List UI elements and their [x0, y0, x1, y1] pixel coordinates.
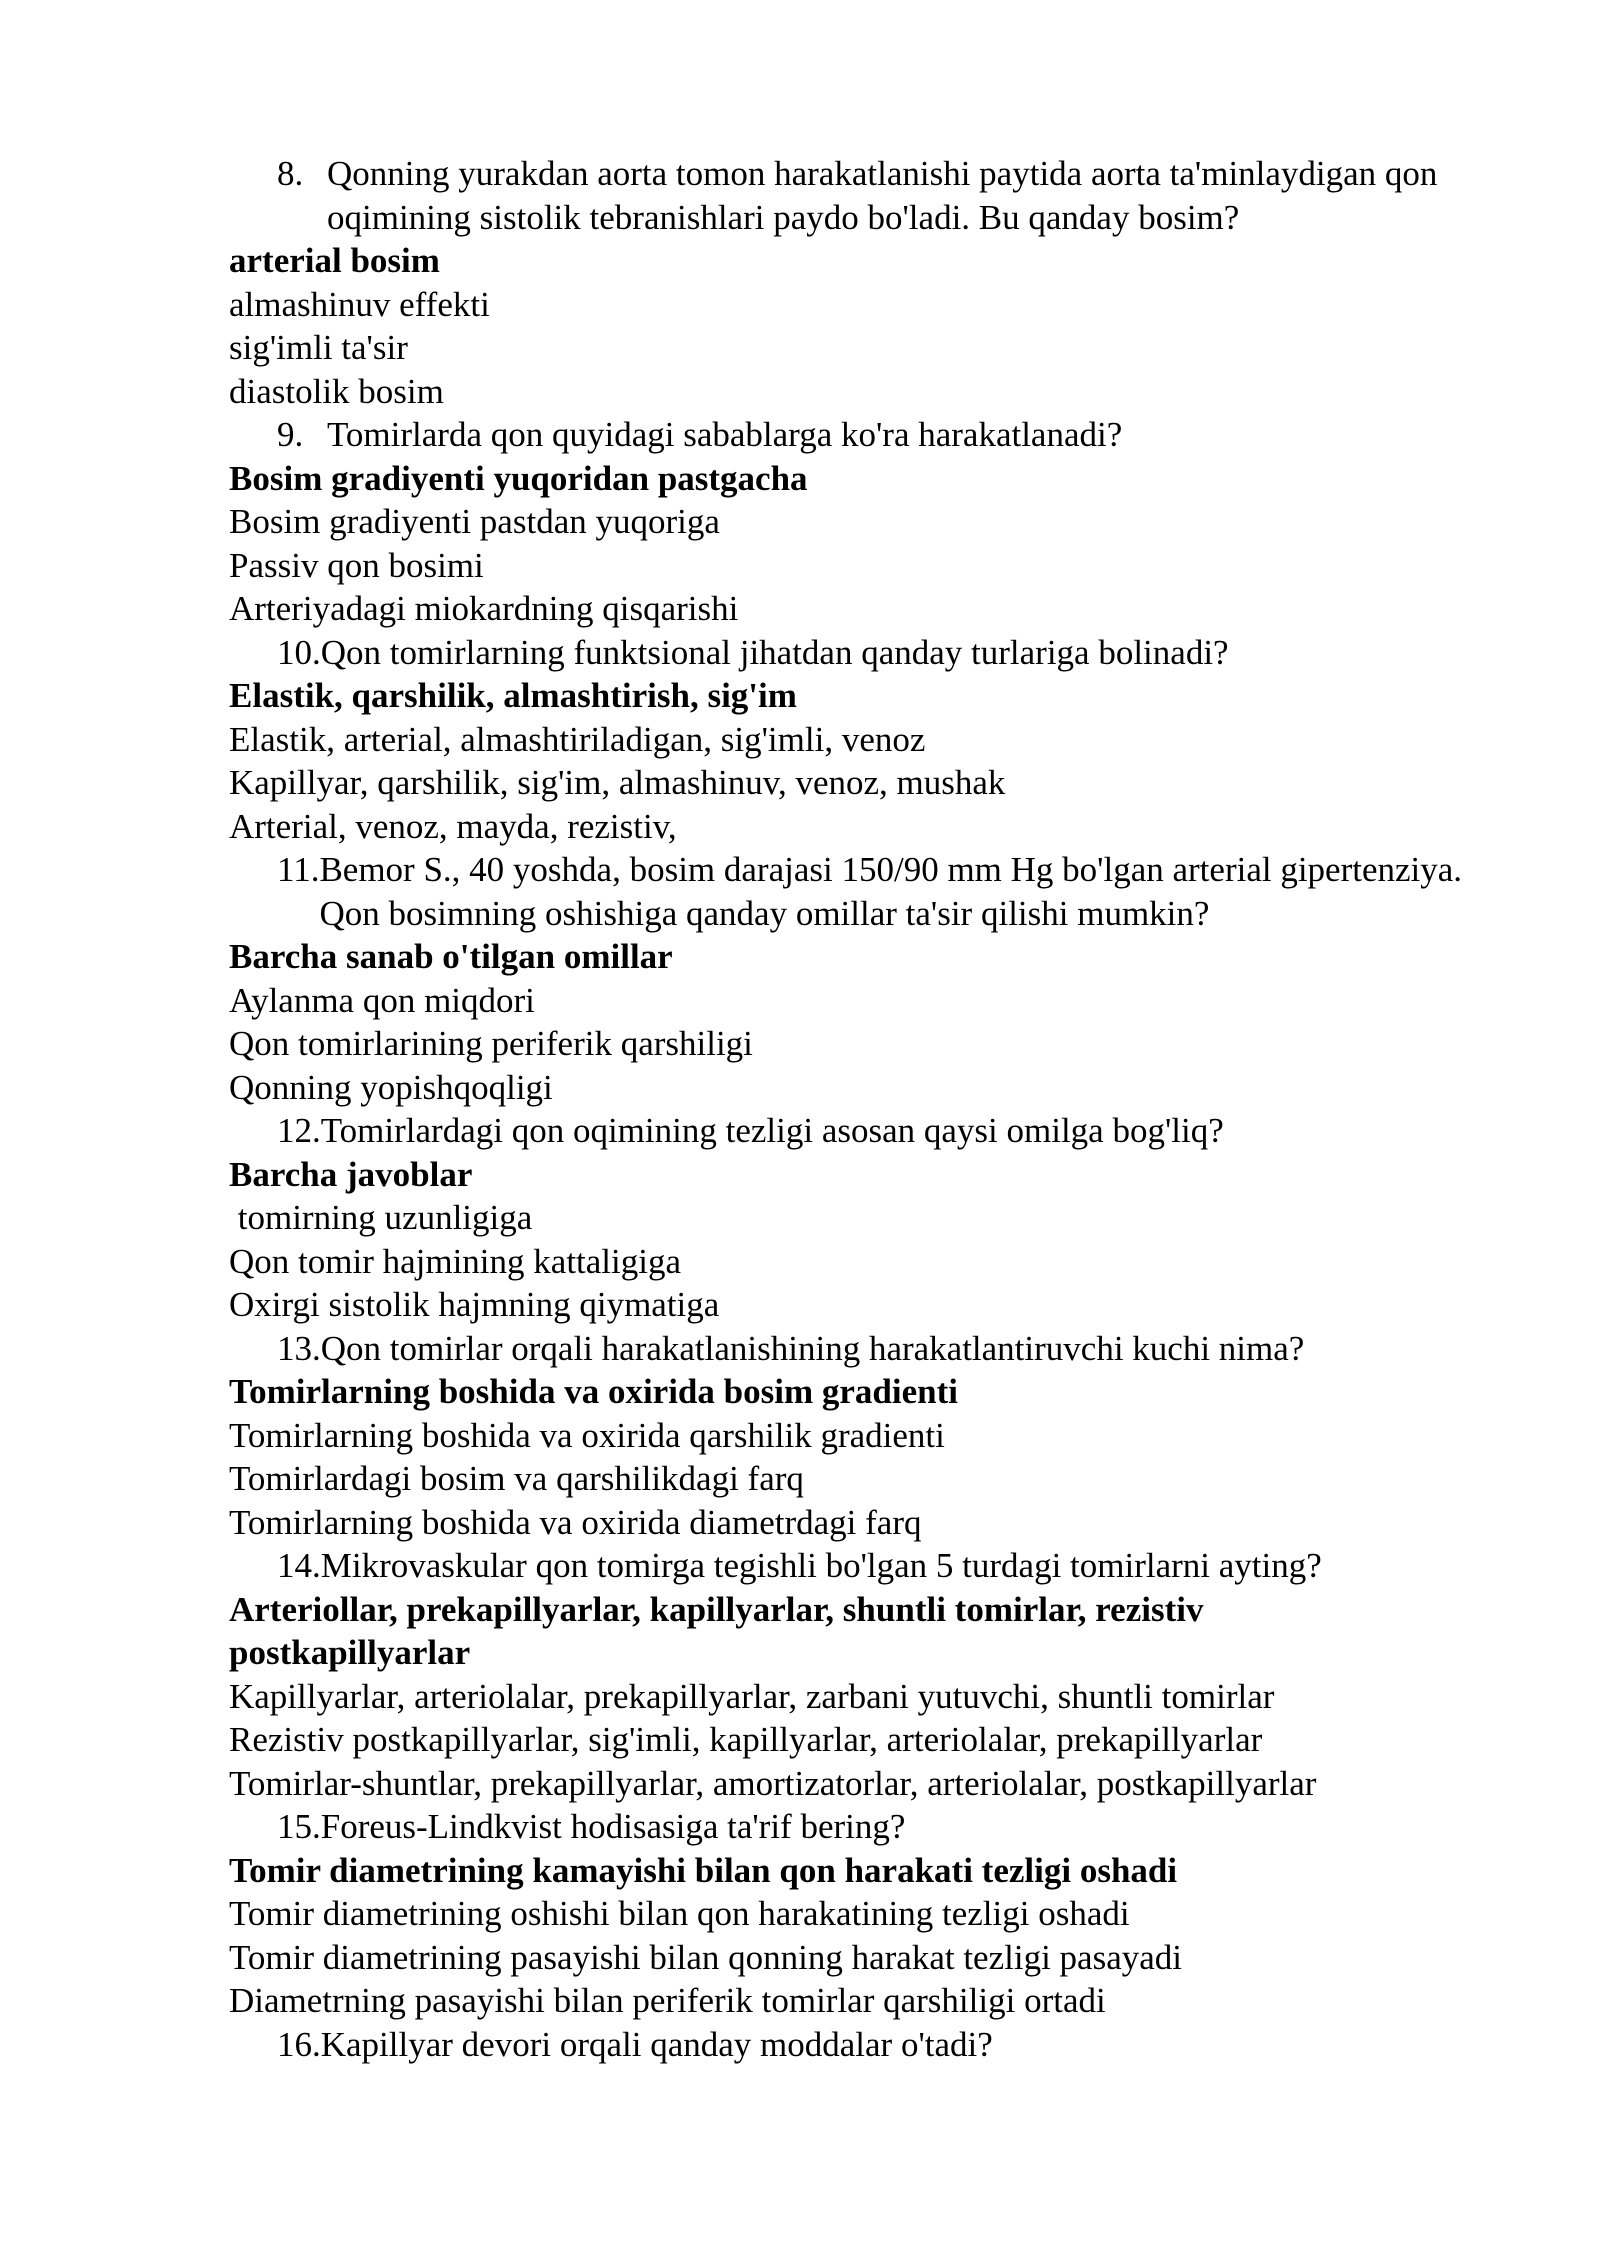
question-text: Kapillyar devori orqali qanday moddalar o'tadi? — [320, 2024, 993, 2064]
answer-option: Diametrning pasayishi bilan periferik tomirlar qarshiligi ortadi — [229, 1981, 1106, 2020]
question-text: Qon tomirlar orqali harakatlanishining harakatlantiruvchi kuchi nima? — [320, 1328, 1305, 1368]
question-8 — [229, 152, 1479, 239]
answer-option: Qon tomir hajmining kattaligiga — [229, 1241, 682, 1281]
answer-option: Arterial, venoz, mayda, rezistiv, — [229, 806, 677, 846]
question-number: 13. — [277, 1328, 321, 1368]
correct-answer: arterial bosim — [229, 241, 440, 280]
question-text: Qon tomirlarning funktsional jihatdan qanday turlariga bolinadi? — [320, 632, 1229, 672]
answer-option: Tomirlarning boshida va oxirida qarshilik gradienti — [229, 1415, 945, 1455]
correct-answer: Barcha javoblar — [229, 1154, 473, 1194]
question-number: 9. — [277, 415, 304, 454]
correct-answer: Bosim gradiyenti yuqoridan pastgacha — [229, 458, 808, 498]
answer-option: Tomirlarning boshida va oxirida diametrdagi farq — [229, 1502, 922, 1542]
question-16 — [229, 2023, 1479, 2067]
question-number: 8. — [277, 154, 304, 193]
answer-option: Kapillyarlar, arteriolalar, prekapillyarlar, zarbani yutuvchi, shuntli tomirlar — [229, 1676, 1275, 1716]
answer-option: tomirning uzunligiga — [229, 1198, 533, 1237]
answer-option: Passiv qon bosimi — [229, 545, 484, 585]
correct-answer: Elastik, qarshilik, almashtirish, sig'im — [229, 676, 797, 715]
answer-option: Tomir diametrining oshishi bilan qon harakatining tezligi oshadi — [229, 1894, 1130, 1933]
question-text: Mikrovaskular qon tomirga tegishli bo'lgan 5 turdagi tomirlarni ayting? — [320, 1546, 1322, 1585]
answer-option: almashinuv effekti — [229, 284, 490, 324]
answer-option: Elastik, arterial, almashtiriladigan, sig'imli, venoz — [229, 719, 926, 759]
question-number: 16. — [277, 2024, 321, 2064]
document-page — [229, 152, 1479, 2066]
answer-option: sig'imli ta'sir — [229, 328, 408, 367]
answer-option: Kapillyar, qarshilik, sig'im, almashinuv, venoz, mushak — [229, 763, 1006, 802]
answer-option: Qonning yopishqoqligi — [229, 1067, 553, 1107]
question-text: Tomirlarda qon quyidagi sabablarga ko'ra harakatlanadi? — [327, 415, 1123, 454]
answer-option: Tomirlar-shuntlar, prekapillyarlar, amortizatorlar, arteriolalar, postkapillyarlar — [229, 1763, 1317, 1803]
question-text: Qonning yurakdan aorta tomon harakatlanishi paytida aorta ta'minlaydigan qon oqimining sistolik tebranishlari paydo bo'ladi. Bu qanday bosim? — [327, 154, 1438, 237]
question-text: Foreus-Lindkvist hodisasiga ta'rif bering? — [320, 1807, 906, 1846]
question-number: 11. — [277, 850, 320, 889]
answer-option: Arteriyadagi miokardning qisqarishi — [229, 589, 739, 628]
question-11 — [229, 848, 1479, 935]
question-14 — [229, 1544, 1479, 1588]
answer-option: Qon tomirlarining periferik qarshiligi — [229, 1024, 753, 1063]
answer-option: Tomir diametrining pasayishi bilan qonning harakat tezligi pasayadi — [229, 1937, 1182, 1977]
question-12 — [229, 1109, 1479, 1153]
answer-option: diastolik bosim — [229, 371, 444, 411]
answer-option: Rezistiv postkapillyarlar, sig'imli, kapillyarlar, arteriolalar, prekapillyarlar — [229, 1720, 1263, 1759]
correct-answer: Barcha sanab o'tilgan omillar — [229, 937, 673, 976]
question-9 — [229, 413, 1479, 457]
correct-answer: Arteriollar, prekapillyarlar, kapillyarlar, shuntli tomirlar, rezistiv postkapillyarlar — [229, 1589, 1204, 1672]
question-10 — [229, 631, 1479, 675]
answer-option: Bosim gradiyenti pastdan yuqoriga — [229, 502, 720, 541]
question-number: 10. — [277, 632, 321, 672]
answer-option: Aylanma qon miqdori — [229, 980, 535, 1020]
answer-option: Oxirgi sistolik hajmning qiymatiga — [229, 1285, 720, 1324]
question-number: 14. — [277, 1546, 321, 1585]
correct-answer: Tomirlarning boshida va oxirida bosim gradienti — [229, 1372, 958, 1411]
correct-answer: Tomir diametrining kamayishi bilan qon harakati tezligi oshadi — [229, 1850, 1178, 1890]
question-number: 12. — [277, 1111, 321, 1150]
answer-option: Tomirlardagi bosim va qarshilikdagi farq — [229, 1459, 804, 1498]
question-13 — [229, 1327, 1479, 1371]
question-text: Bemor S., 40 yoshda, bosim darajasi 150/90 mm Hg bo'lgan arterial gipertenziya. Qon bosimning oshishiga qanday omillar ta'sir qilishi mumkin? — [319, 850, 1463, 933]
question-15 — [229, 1805, 1479, 1849]
question-text: Tomirlardagi qon oqimining tezligi asosan qaysi omilga bog'liq? — [320, 1111, 1224, 1150]
question-number: 15. — [277, 1807, 321, 1846]
